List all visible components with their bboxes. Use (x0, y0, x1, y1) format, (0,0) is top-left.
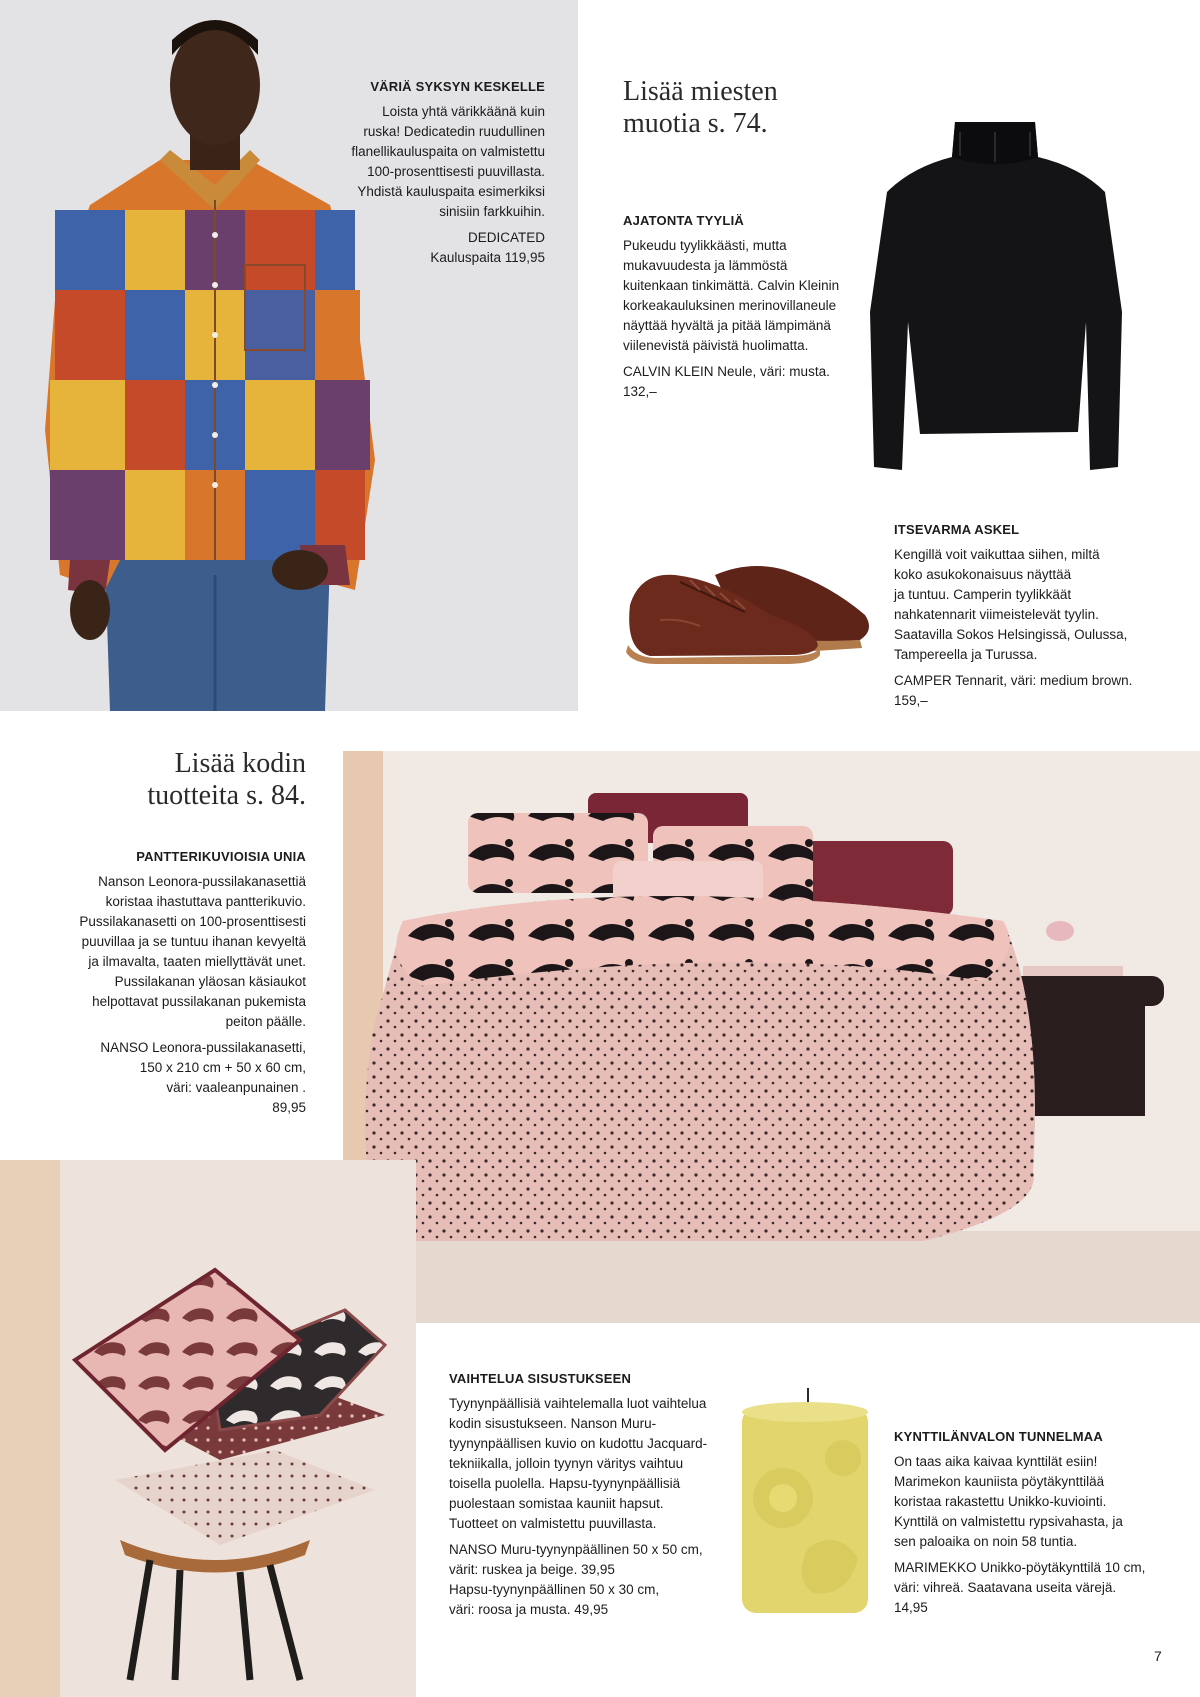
shoes-article (894, 521, 1154, 711)
sweater-article (623, 212, 863, 402)
shoes-line: Tampereella ja Turussa. (894, 647, 1038, 662)
shoes-line: koko asukokonaisuus näyttää (894, 567, 1072, 582)
sweater-price: CALVIN KLEIN Neule, väri: musta. 132,– (623, 364, 830, 399)
shirt-line: Yhdistä kauluspaita esimerkiksi (357, 184, 545, 199)
home-products-link[interactable] (60, 748, 306, 812)
shoes-line: nahkatennarit viimeistelevät tyylin. (894, 607, 1099, 622)
cushions-on-chair-photo (0, 1160, 416, 1697)
cushions-line: Tuotteet on valmistettu puuvillasta. (449, 1516, 657, 1531)
bedding-line: koristaa ihastuttava pantterikuvio. (105, 894, 306, 909)
sweater-line: viilenevistä päivistä huolimatta. (623, 338, 809, 353)
bedding-line: Nanson Leonora-pussilakanasettiä (98, 874, 306, 889)
shirt-title: VÄRIÄ SYKSYN KESKELLE (370, 79, 545, 94)
candle-line: On taas aika kaivaa kynttilät esiin! (894, 1454, 1098, 1469)
candle-article (894, 1428, 1184, 1618)
men-link-line1: Lisää miesten (623, 76, 778, 107)
cushions-title: VAIHTELUA SISUSTUKSEEN (449, 1371, 632, 1386)
candle-price-line: MARIMEKKO Unikko-pöytäkynttilä 10 cm, (894, 1560, 1146, 1575)
candle-body (894, 1452, 1184, 1552)
bedding-price-line: NANSO Leonora-pussilakanasetti, (100, 1040, 306, 1055)
bedding-price: 89,95 (272, 1100, 306, 1115)
shoes-price-line: CAMPER Tennarit, väri: medium brown. (894, 673, 1133, 688)
shirt-article (300, 78, 545, 268)
shirt-brand: DEDICATED (467, 230, 545, 245)
candle-title: KYNTTILÄNVALON TUNNELMAA (894, 1429, 1103, 1444)
cushions-line: tyynynpäällisen kuvio on kudottu Jacquard- (449, 1436, 708, 1451)
cushions-line: Tyynynpäällisiä vaihtelemalla luot vaihtelua (449, 1396, 707, 1411)
bedding-article (40, 848, 306, 1118)
bedding-line: Pussilakanasetti on 100-prosenttisesti (79, 914, 306, 929)
bedding-title: PANTTERIKUVIOISIA UNIA (136, 849, 306, 864)
page-number: 7 (1154, 1648, 1162, 1664)
shoes-price-info (894, 671, 1154, 711)
bedding-price-line: väri: vaaleanpunainen . (166, 1080, 306, 1095)
cushions-price-line: Hapsu-tyynynpäällinen 50 x 30 cm, (449, 1582, 660, 1597)
shoes-body (894, 545, 1154, 665)
bedding-price-info (40, 1038, 306, 1118)
candle-price-line: väri: vihreä. Saatavana useita värejä. (894, 1580, 1117, 1595)
cushions-line: tekniikalla, jolloin tyynyn väritys vaihtuu (449, 1456, 684, 1471)
cushions-line: kodin sisustukseen. Nanson Muru- (449, 1416, 657, 1431)
shoes-title: ITSEVARMA ASKEL (894, 522, 1020, 537)
sweater-line: korkeakauluksinen merinovillaneule (623, 298, 837, 313)
bed-panther-bedding-photo (343, 751, 1200, 1323)
bedding-body (40, 872, 306, 1032)
shirt-price: Kauluspaita 119,95 (430, 250, 545, 265)
sweater-title: AJATONTA TYYLIÄ (623, 213, 744, 228)
sweater-line: mukavuudesta ja lämmöstä (623, 258, 788, 273)
bedding-line: helpottavat pussilakanan pukemista (92, 994, 306, 1009)
shoes-line: Saatavilla Sokos Helsingissä, Oulussa, (894, 627, 1128, 642)
shoes-line: Kengillä voit vaikuttaa siihen, miltä (894, 547, 1100, 562)
shirt-price-info (300, 228, 545, 268)
bedding-line: puuvillaa ja se tuntuu ihanan kevyeltä (81, 934, 306, 949)
men-fashion-link[interactable] (623, 76, 853, 140)
black-turtleneck-photo (860, 112, 1130, 474)
bedding-line: ja ilmavalta, taaten miellyttävät unet. (88, 954, 306, 969)
candle-line: Marimekon kauniista pöytäkynttilää (894, 1474, 1105, 1489)
cushions-line: puolestaan somistaa kauniit hapsut. (449, 1496, 664, 1511)
bedding-line: Pussilakanan yläosan käsiaukot (114, 974, 306, 989)
sweater-line: kuitenkaan tinkimättä. Calvin Kleinin (623, 278, 840, 293)
bedding-line: peiton päälle. (225, 1014, 306, 1029)
shirt-line: 100-prosenttisesti puuvillasta. (367, 164, 545, 179)
brown-sneakers-photo (620, 560, 875, 665)
cushions-line: toisella puolella. Hapsu-tyynynpäällisiä (449, 1476, 681, 1491)
candle-line: koristaa rakastettu Unikko-kuviointi. (894, 1494, 1107, 1509)
shoes-price: 159,– (894, 693, 928, 708)
home-link-line2: tuotteita s. 84. (147, 780, 306, 811)
cushions-article (449, 1370, 739, 1620)
cushions-price-line: väri: roosa ja musta. 49,95 (449, 1602, 609, 1617)
bedding-price-line: 150 x 210 cm + 50 x 60 cm, (139, 1060, 306, 1075)
candle-line: sen paloaika on noin 58 tuntia. (894, 1534, 1078, 1549)
sweater-line: Pukeudu tyylikkäästi, mutta (623, 238, 787, 253)
cushions-price-line: värit: ruskea ja beige. 39,95 (449, 1562, 615, 1577)
candle-line: Kynttilä on valmistettu rypsivahasta, ja (894, 1514, 1123, 1529)
cushions-price-line: NANSO Muru-tyynynpäällinen 50 x 50 cm, (449, 1542, 703, 1557)
men-link-line2: muotia s. 74. (623, 108, 768, 139)
shirt-line: ruska! Dedicatedin ruudullinen (363, 124, 545, 139)
candle-price: 14,95 (894, 1600, 928, 1615)
cushions-price-info (449, 1540, 739, 1620)
shoes-line: ja tuntuu. Camperin tyylikkäät (894, 587, 1072, 602)
shirt-line: flanellikauluspaita on valmistettu (351, 144, 545, 159)
shirt-line: Loista yhtä värikkäänä kuin (382, 104, 545, 119)
unikko-candle-photo (738, 1388, 872, 1616)
candle-price-info (894, 1558, 1184, 1618)
home-link-line1: Lisää kodin (174, 748, 306, 779)
shirt-body (300, 102, 545, 222)
sweater-line: näyttää hyvältä ja pitää lämpimänä (623, 318, 831, 333)
cushions-body (449, 1394, 739, 1534)
shirt-line: sinisiin farkkuihin. (439, 204, 545, 219)
sweater-body (623, 236, 863, 356)
